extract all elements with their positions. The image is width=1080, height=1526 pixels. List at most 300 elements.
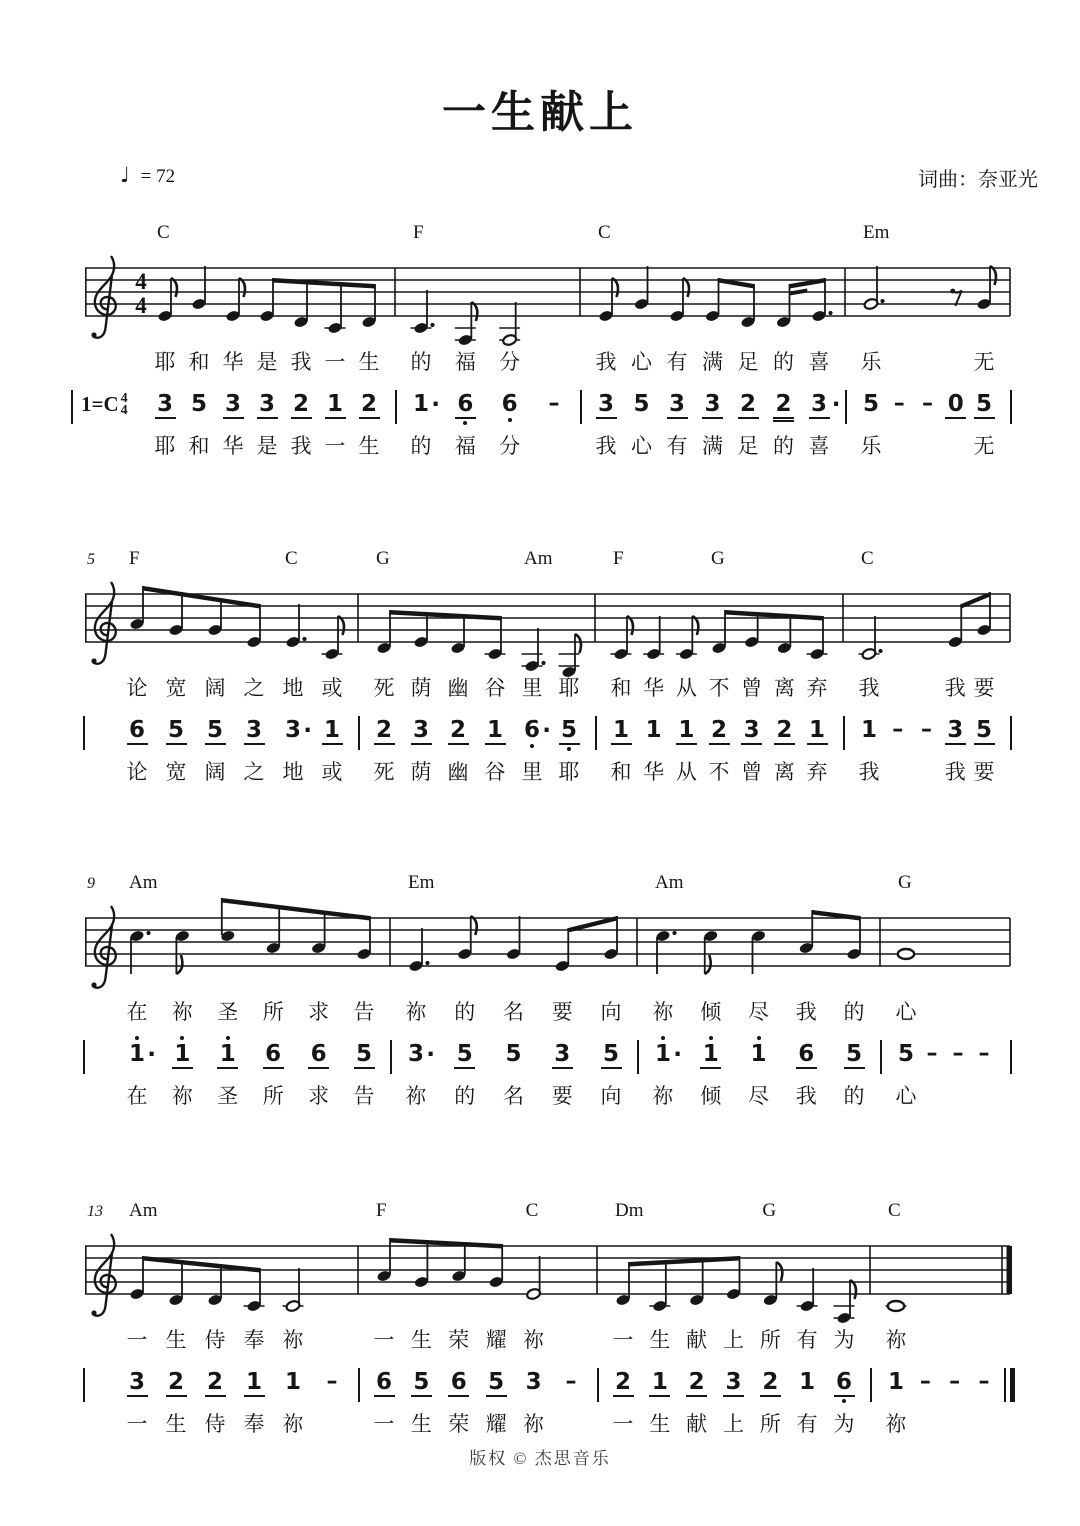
lyric-syllable[interactable]: 耶 bbox=[558, 676, 580, 700]
chord-label[interactable]: G bbox=[898, 872, 912, 893]
lyric-syllable[interactable]: 在 bbox=[126, 1000, 148, 1024]
lyric-syllable[interactable]: 死 bbox=[373, 760, 395, 784]
jianpu-note[interactable]: – bbox=[921, 717, 932, 742]
jianpu-note[interactable]: 3 bbox=[249, 384, 285, 427]
jianpu-note[interactable]: 5 bbox=[593, 1034, 629, 1077]
lyric-syllable[interactable]: 奉 bbox=[243, 1328, 265, 1352]
jianpu-barline[interactable] bbox=[83, 1368, 85, 1402]
key-signature: 1=C bbox=[81, 392, 119, 416]
lyric-syllable[interactable]: 祢 bbox=[885, 1412, 907, 1436]
lyric-syllable[interactable]: 满 bbox=[702, 434, 723, 458]
jianpu-note[interactable]: 2 bbox=[158, 1362, 194, 1405]
score-system[interactable] bbox=[85, 548, 1030, 798]
lyric-syllable[interactable]: 要 bbox=[973, 676, 995, 700]
jianpu-note[interactable]: 6 · bbox=[514, 710, 550, 750]
lyric-syllable[interactable]: 侍 bbox=[204, 1328, 226, 1352]
jianpu-note[interactable]: 1 bbox=[284, 1369, 301, 1395]
jianpu-note[interactable]: 1 bbox=[668, 710, 704, 753]
lyric-syllable[interactable]: 曾 bbox=[741, 760, 763, 784]
jianpu-note[interactable]: 3 bbox=[716, 1362, 752, 1405]
lyric-syllable[interactable]: 的 bbox=[454, 1084, 476, 1108]
jianpu-barline[interactable] bbox=[395, 390, 397, 424]
jianpu-barline[interactable] bbox=[71, 390, 73, 424]
jianpu-note[interactable]: 1 bbox=[477, 710, 513, 753]
lyric-syllable[interactable]: 耶 bbox=[154, 434, 176, 458]
lyric-syllable[interactable]: 幽 bbox=[447, 676, 469, 700]
lyric-syllable[interactable]: 我 bbox=[595, 350, 617, 374]
lyric-syllable[interactable]: 要 bbox=[973, 760, 995, 784]
lyric-syllable[interactable]: 分 bbox=[499, 434, 521, 458]
jianpu-barline[interactable] bbox=[880, 1040, 882, 1074]
lyric-syllable[interactable]: 我 bbox=[944, 760, 966, 784]
lyric-syllable[interactable]: 一 bbox=[373, 1412, 395, 1436]
jianpu-note[interactable]: 3 bbox=[695, 384, 731, 427]
lyric-syllable[interactable]: 为 bbox=[833, 1412, 855, 1436]
jianpu-note[interactable]: 3 · bbox=[284, 717, 312, 744]
lyric-syllable[interactable]: 华 bbox=[222, 434, 244, 458]
lyric-syllable[interactable]: 地 bbox=[282, 760, 304, 784]
jianpu-note[interactable]: 6 bbox=[301, 1034, 337, 1077]
jianpu-note[interactable]: 2 bbox=[440, 710, 476, 753]
lyric-syllable[interactable]: 幽 bbox=[447, 760, 469, 784]
lyric-syllable[interactable]: 的 bbox=[773, 434, 794, 458]
lyric-syllable[interactable]: 宽 bbox=[165, 760, 187, 784]
jianpu-note[interactable]: 1 bbox=[603, 710, 639, 753]
lyric-syllable[interactable]: 我 bbox=[290, 350, 312, 374]
lyric-syllable[interactable]: 有 bbox=[666, 350, 688, 374]
chord-label[interactable]: C bbox=[888, 1200, 901, 1221]
jianpu-note[interactable]: 2 bbox=[701, 710, 737, 753]
jianpu-barline[interactable] bbox=[390, 1040, 392, 1074]
lyric-syllable[interactable]: 我 bbox=[858, 760, 880, 784]
lyric-syllable[interactable]: 耀 bbox=[485, 1412, 507, 1436]
lyric-syllable[interactable]: 有 bbox=[666, 434, 688, 458]
jianpu-note[interactable]: 2 bbox=[351, 384, 387, 427]
lyric-syllable[interactable]: 我 bbox=[595, 434, 617, 458]
jianpu-barline[interactable] bbox=[597, 1368, 599, 1402]
lyric-syllable[interactable]: 倾 bbox=[700, 1000, 722, 1024]
time-signature-top: 4 bbox=[135, 269, 147, 294]
jianpu-note[interactable]: 3 bbox=[734, 710, 770, 753]
lyric-syllable[interactable]: 的 bbox=[410, 350, 432, 374]
lyric-syllable[interactable]: 耶 bbox=[154, 350, 176, 374]
jianpu-note[interactable]: 3 bbox=[236, 710, 272, 753]
jianpu-note[interactable]: 1 bbox=[164, 1034, 200, 1077]
staff-svg bbox=[85, 1226, 1025, 1352]
jianpu-note[interactable]: 1 bbox=[887, 1369, 904, 1395]
jianpu-final-barline[interactable] bbox=[1004, 1368, 1006, 1402]
jianpu-note[interactable]: – bbox=[922, 391, 933, 416]
jianpu-note[interactable]: 1 bbox=[799, 710, 835, 753]
lyric-syllable[interactable]: 荫 bbox=[410, 676, 432, 700]
lyric-syllable[interactable]: 华 bbox=[222, 350, 244, 374]
jianpu-note[interactable]: 0 bbox=[938, 384, 974, 427]
chord-label[interactable]: F bbox=[413, 222, 424, 243]
jianpu-note[interactable]: 6 bbox=[788, 1034, 824, 1077]
lyric-syllable[interactable]: 的 bbox=[843, 1000, 865, 1024]
lyric-syllable[interactable]: 祢 bbox=[523, 1328, 545, 1352]
jianpu-note[interactable]: – bbox=[978, 1369, 990, 1394]
lyric-syllable[interactable]: 生 bbox=[649, 1328, 671, 1352]
jianpu-note[interactable]: 1 bbox=[741, 1034, 777, 1074]
jianpu-note[interactable]: 5 bbox=[197, 710, 233, 753]
lyric-syllable[interactable]: 求 bbox=[308, 1084, 330, 1108]
lyric-syllable[interactable]: 生 bbox=[358, 350, 380, 374]
jianpu-note[interactable]: – bbox=[565, 1369, 577, 1394]
lyric-syllable[interactable]: 心 bbox=[895, 1000, 917, 1024]
lyric-syllable[interactable]: 荣 bbox=[448, 1412, 470, 1436]
lyric-syllable[interactable]: 要 bbox=[551, 1000, 573, 1024]
jianpu-note[interactable]: 3 bbox=[215, 384, 251, 427]
jianpu-note[interactable]: – bbox=[978, 1041, 990, 1066]
lyric-syllable[interactable]: 的 bbox=[454, 1000, 476, 1024]
jianpu-note[interactable]: 6 bbox=[119, 710, 155, 753]
lyric-syllable[interactable]: 祢 bbox=[282, 1328, 304, 1352]
lyric-syllable[interactable]: 乐 bbox=[860, 350, 882, 374]
lyric-syllable[interactable]: 离 bbox=[773, 676, 795, 700]
lyric-syllable[interactable]: 或 bbox=[321, 760, 343, 784]
lyric-syllable[interactable]: 福 bbox=[454, 434, 476, 458]
chord-label[interactable]: Am bbox=[129, 1200, 158, 1221]
chord-label[interactable]: Am bbox=[129, 872, 158, 893]
lyric-syllable[interactable]: 弃 bbox=[806, 676, 828, 700]
lyric-syllable[interactable]: 祢 bbox=[885, 1328, 907, 1352]
lyric-syllable[interactable]: 地 bbox=[282, 676, 304, 700]
lyric-syllable[interactable]: 和 bbox=[188, 350, 210, 374]
composer-credit: 词曲：奈亚光 bbox=[918, 169, 1038, 191]
lyric-syllable[interactable]: 我 bbox=[944, 676, 966, 700]
lyric-syllable[interactable]: 献 bbox=[686, 1328, 708, 1352]
jianpu-note[interactable]: 5 bbox=[478, 1362, 514, 1405]
lyric-syllable[interactable]: 阔 bbox=[204, 760, 226, 784]
chord-label[interactable]: Am bbox=[655, 872, 684, 893]
lyric-syllable[interactable]: 祢 bbox=[523, 1412, 545, 1436]
chord-label[interactable]: G bbox=[376, 548, 390, 569]
score-system[interactable] bbox=[81, 222, 1030, 472]
jianpu-barline[interactable] bbox=[845, 390, 847, 424]
lyric-syllable[interactable]: 死 bbox=[373, 676, 395, 700]
jianpu-note[interactable]: 1 bbox=[314, 710, 350, 753]
measure-number[interactable]: 13 bbox=[87, 1203, 103, 1220]
lyric-syllable[interactable]: 无 bbox=[973, 350, 995, 374]
jianpu-note[interactable]: 6 bbox=[255, 1034, 291, 1077]
lyric-syllable[interactable]: 祢 bbox=[405, 1084, 427, 1108]
lyric-syllable[interactable]: 所 bbox=[262, 1000, 284, 1024]
lyric-syllable[interactable]: 谷 bbox=[484, 676, 506, 700]
chord-label[interactable]: G bbox=[762, 1200, 777, 1221]
lyric-syllable[interactable]: 喜 bbox=[808, 434, 830, 458]
lyric-syllable[interactable]: 倾 bbox=[700, 1084, 722, 1108]
lyric-syllable[interactable]: 和 bbox=[610, 676, 632, 700]
jianpu-note[interactable]: 2 bbox=[366, 710, 402, 753]
lyric-syllable[interactable]: 上 bbox=[723, 1412, 744, 1436]
chord-label[interactable]: F bbox=[129, 548, 140, 569]
lyric-syllable[interactable]: 心 bbox=[895, 1084, 917, 1108]
lyric-syllable[interactable]: 耀 bbox=[485, 1328, 507, 1352]
jianpu-note[interactable]: 1 bbox=[799, 1369, 816, 1395]
lyric-syllable[interactable]: 和 bbox=[610, 760, 632, 784]
jianpu-note[interactable]: – bbox=[926, 1041, 938, 1066]
lyric-syllable[interactable]: 生 bbox=[649, 1412, 671, 1436]
lyric-syllable[interactable]: 名 bbox=[503, 1084, 524, 1108]
lyric-syllable[interactable]: 尽 bbox=[748, 1000, 769, 1024]
lyric-syllable[interactable]: 不 bbox=[708, 760, 730, 784]
jianpu-note[interactable]: 5 bbox=[190, 391, 207, 417]
jianpu-note[interactable]: 3 · bbox=[801, 384, 837, 427]
chord-label[interactable]: F bbox=[613, 548, 624, 569]
lyric-syllable[interactable]: 足 bbox=[737, 350, 759, 374]
chord-label[interactable]: C bbox=[285, 548, 298, 569]
lyric-syllable[interactable]: 一 bbox=[612, 1328, 634, 1352]
lyric-syllable[interactable]: 上 bbox=[723, 1328, 744, 1352]
jianpu-note[interactable]: 6 bbox=[492, 384, 528, 424]
lyric-syllable[interactable]: 奉 bbox=[243, 1412, 265, 1436]
lyric-syllable[interactable]: 我 bbox=[795, 1084, 817, 1108]
lyric-syllable[interactable]: 里 bbox=[521, 676, 543, 700]
jianpu-note[interactable]: 2 bbox=[766, 384, 802, 430]
jianpu-note[interactable]: 5 bbox=[836, 1034, 872, 1077]
lyric-syllable[interactable]: 的 bbox=[843, 1084, 865, 1108]
jianpu-note[interactable]: 3 bbox=[937, 710, 973, 753]
lyric-syllable[interactable]: 祢 bbox=[652, 1084, 674, 1108]
jianpu-note[interactable]: 5 bbox=[633, 391, 650, 417]
lyric-syllable[interactable]: 侍 bbox=[204, 1412, 226, 1436]
measure-number[interactable]: 5 bbox=[87, 551, 95, 568]
jianpu-barline[interactable] bbox=[595, 716, 597, 750]
lyric-syllable[interactable]: 生 bbox=[410, 1328, 432, 1352]
lyric-syllable[interactable]: 是 bbox=[256, 434, 278, 458]
jianpu-note[interactable]: – bbox=[548, 391, 560, 416]
lyric-syllable[interactable]: 圣 bbox=[217, 1084, 239, 1108]
jianpu-note[interactable]: – bbox=[952, 1041, 964, 1066]
jianpu-note[interactable]: 5 bbox=[966, 384, 1002, 427]
lyric-syllable[interactable]: 荫 bbox=[410, 760, 432, 784]
jianpu-barline[interactable] bbox=[83, 1040, 85, 1074]
lyric-syllable[interactable]: 心 bbox=[631, 350, 652, 374]
lyric-syllable[interactable]: 谷 bbox=[484, 760, 506, 784]
jianpu-note[interactable]: 1 bbox=[642, 1362, 678, 1405]
score-system[interactable] bbox=[85, 872, 1030, 1122]
lyric-syllable[interactable]: 的 bbox=[773, 350, 794, 374]
lyric-syllable[interactable]: 之 bbox=[243, 760, 265, 784]
lyric-syllable[interactable]: 从 bbox=[675, 676, 697, 700]
lyric-syllable[interactable]: 在 bbox=[126, 1084, 148, 1108]
jianpu-note[interactable]: 2 bbox=[283, 384, 319, 427]
chord-label[interactable]: Em bbox=[863, 222, 890, 243]
jianpu-barline[interactable] bbox=[637, 1040, 639, 1074]
lyric-syllable[interactable]: 献 bbox=[686, 1412, 708, 1436]
jianpu-note[interactable]: – bbox=[326, 1369, 338, 1394]
lyric-syllable[interactable]: 为 bbox=[833, 1328, 855, 1352]
jianpu-note[interactable]: 3 bbox=[659, 384, 695, 427]
page-title: 一生献上 bbox=[442, 88, 638, 137]
lyric-syllable[interactable]: 里 bbox=[521, 760, 543, 784]
lyric-syllable[interactable]: 有 bbox=[796, 1412, 818, 1436]
jianpu-note[interactable]: 5 bbox=[447, 1034, 483, 1077]
tempo-value: = 72 bbox=[140, 166, 176, 187]
jianpu-note[interactable]: 6 bbox=[447, 384, 483, 427]
lyric-syllable[interactable]: 福 bbox=[454, 350, 476, 374]
jianpu-note[interactable]: 1 bbox=[236, 1362, 272, 1405]
jianpu-note[interactable]: 5 bbox=[862, 391, 879, 417]
lyric-syllable[interactable]: 不 bbox=[708, 676, 730, 700]
lyric-syllable[interactable]: 一 bbox=[126, 1328, 148, 1352]
lyric-syllable[interactable]: 华 bbox=[643, 760, 665, 784]
lyric-syllable[interactable]: 无 bbox=[973, 434, 995, 458]
jianpu-note[interactable]: 3 bbox=[525, 1369, 542, 1395]
jianpu-barline[interactable] bbox=[870, 1368, 872, 1402]
jianpu-final-barline[interactable] bbox=[1010, 1368, 1015, 1402]
lyric-syllable[interactable]: 离 bbox=[773, 760, 795, 784]
jianpu-note[interactable]: 1 bbox=[645, 717, 662, 743]
jianpu-note[interactable]: 5 bbox=[897, 1041, 914, 1067]
lyric-syllable[interactable]: 所 bbox=[759, 1412, 781, 1436]
lyric-syllable[interactable]: 一 bbox=[324, 434, 346, 458]
lyric-syllable[interactable]: 曾 bbox=[741, 676, 763, 700]
lyric-syllable[interactable]: 祢 bbox=[405, 1000, 427, 1024]
lyric-syllable[interactable]: 要 bbox=[551, 1084, 573, 1108]
lyric-syllable[interactable]: 满 bbox=[702, 350, 723, 374]
lyric-syllable[interactable]: 向 bbox=[600, 1084, 622, 1108]
lyric-syllable[interactable]: 所 bbox=[759, 1328, 781, 1352]
lyric-syllable[interactable]: 祢 bbox=[652, 1000, 674, 1024]
jianpu-note[interactable]: 5 bbox=[505, 1041, 522, 1067]
lyric-syllable[interactable]: 和 bbox=[188, 434, 210, 458]
lyric-syllable[interactable]: 所 bbox=[262, 1084, 284, 1108]
lyric-syllable[interactable]: 一 bbox=[612, 1412, 634, 1436]
lyric-syllable[interactable]: 论 bbox=[126, 676, 148, 700]
jianpu-barline[interactable] bbox=[1010, 390, 1012, 424]
lyric-syllable[interactable]: 荣 bbox=[448, 1328, 470, 1352]
lyric-syllable[interactable]: 喜 bbox=[808, 350, 830, 374]
jianpu-note[interactable]: 1 · bbox=[119, 1034, 155, 1074]
jianpu-barline[interactable] bbox=[358, 1368, 360, 1402]
jianpu-note[interactable]: 6 bbox=[441, 1362, 477, 1405]
jianpu-note[interactable]: 1 bbox=[693, 1034, 729, 1077]
jianpu-note[interactable]: 3 bbox=[544, 1034, 580, 1077]
lyric-syllable[interactable]: 乐 bbox=[860, 434, 882, 458]
lyric-syllable[interactable]: 或 bbox=[321, 676, 343, 700]
lyric-syllable[interactable]: 告 bbox=[353, 1000, 375, 1024]
chord-label[interactable]: G bbox=[711, 548, 725, 569]
jianpu-note[interactable]: 3 bbox=[588, 384, 624, 427]
lyric-syllable[interactable]: 向 bbox=[600, 1000, 622, 1024]
lyric-syllable[interactable]: 是 bbox=[256, 350, 278, 374]
lyric-syllable[interactable]: 弃 bbox=[806, 760, 828, 784]
jianpu-note[interactable]: – bbox=[949, 1369, 961, 1394]
lyric-syllable[interactable]: 足 bbox=[737, 434, 759, 458]
lyric-syllable[interactable]: 论 bbox=[126, 760, 148, 784]
lyric-syllable[interactable]: 告 bbox=[353, 1084, 375, 1108]
jianpu-barline[interactable] bbox=[580, 390, 582, 424]
lyric-syllable[interactable]: 阔 bbox=[204, 676, 226, 700]
lyric-syllable[interactable]: 一 bbox=[324, 350, 346, 374]
jianpu-barline[interactable] bbox=[83, 716, 85, 750]
chord-label[interactable]: Am bbox=[524, 548, 553, 569]
jianpu-barline[interactable] bbox=[358, 716, 360, 750]
lyric-syllable[interactable]: 圣 bbox=[217, 1000, 239, 1024]
jianpu-note[interactable]: 1 · bbox=[645, 1034, 681, 1074]
lyric-syllable[interactable]: 宽 bbox=[165, 676, 187, 700]
lyric-syllable[interactable]: 分 bbox=[499, 350, 521, 374]
lyric-syllable[interactable]: 名 bbox=[503, 1000, 524, 1024]
chord-label[interactable]: Dm bbox=[615, 1200, 644, 1221]
jianpu-note[interactable]: 2 bbox=[730, 384, 766, 427]
jianpu-note[interactable]: 1 bbox=[860, 717, 877, 743]
jianpu-note[interactable]: – bbox=[919, 1369, 931, 1394]
lyric-syllable[interactable]: 华 bbox=[643, 676, 665, 700]
jianpu-note[interactable]: 5 bbox=[966, 710, 1002, 753]
jianpu-note[interactable]: 1 bbox=[317, 384, 353, 427]
lyric-syllable[interactable]: 尽 bbox=[748, 1084, 769, 1108]
jianpu-note[interactable]: 5 bbox=[158, 710, 194, 753]
lyric-syllable[interactable]: 从 bbox=[675, 760, 697, 784]
jianpu-note[interactable]: 2 bbox=[197, 1362, 233, 1405]
jianpu-note[interactable]: 1 · bbox=[412, 391, 440, 418]
staff-svg bbox=[85, 574, 1025, 700]
jianpu-note[interactable]: 5 bbox=[346, 1034, 382, 1077]
lyric-syllable[interactable]: 我 bbox=[290, 434, 312, 458]
jianpu-note[interactable]: 6 bbox=[826, 1362, 862, 1405]
lyric-syllable[interactable]: 我 bbox=[795, 1000, 817, 1024]
jianpu-note[interactable]: 6 bbox=[366, 1362, 402, 1405]
jianpu-note[interactable]: 3 · bbox=[407, 1041, 435, 1068]
jianpu-note[interactable]: 3 bbox=[147, 384, 183, 427]
chord-label[interactable]: C bbox=[525, 1200, 539, 1221]
lyric-syllable[interactable]: 心 bbox=[631, 434, 652, 458]
quarter-note-icon: ♩ bbox=[120, 163, 130, 187]
jianpu-note[interactable]: 2 bbox=[752, 1362, 788, 1405]
jianpu-barline[interactable] bbox=[1010, 716, 1012, 750]
lyric-syllable[interactable]: 有 bbox=[796, 1328, 818, 1352]
chord-label[interactable]: C bbox=[598, 222, 611, 243]
jianpu-note[interactable]: 2 bbox=[679, 1362, 715, 1405]
lyric-syllable[interactable]: 求 bbox=[308, 1000, 330, 1024]
lyric-syllable[interactable]: 耶 bbox=[558, 760, 580, 784]
lyric-syllable[interactable]: 我 bbox=[858, 676, 880, 700]
jianpu-note[interactable]: 1 bbox=[210, 1034, 246, 1077]
chord-label[interactable]: F bbox=[376, 1200, 387, 1221]
jianpu-note[interactable]: 3 bbox=[403, 710, 439, 753]
chord-label[interactable]: Em bbox=[408, 872, 435, 893]
jianpu-note[interactable]: – bbox=[893, 391, 905, 416]
lyric-syllable[interactable]: 生 bbox=[165, 1412, 187, 1436]
lyric-syllable[interactable]: 祢 bbox=[282, 1412, 304, 1436]
jianpu-note[interactable]: 2 bbox=[605, 1362, 641, 1405]
jianpu-barline[interactable] bbox=[1010, 1040, 1012, 1074]
jianpu-note[interactable]: – bbox=[892, 717, 904, 742]
jianpu-note[interactable]: 2 bbox=[766, 710, 802, 753]
lyric-syllable[interactable]: 生 bbox=[410, 1412, 432, 1436]
jianpu-note[interactable]: 3 bbox=[119, 1362, 155, 1405]
lyric-syllable[interactable]: 生 bbox=[165, 1328, 187, 1352]
lyric-syllable[interactable]: 一 bbox=[373, 1328, 395, 1352]
lyric-syllable[interactable]: 生 bbox=[358, 434, 380, 458]
lyric-syllable[interactable]: 一 bbox=[126, 1412, 148, 1436]
lyric-syllable[interactable]: 祢 bbox=[171, 1084, 193, 1108]
chord-label[interactable]: C bbox=[861, 548, 874, 569]
score-system[interactable] bbox=[85, 1200, 1030, 1450]
jianpu-key-time-signature[interactable] bbox=[81, 392, 128, 417]
lyric-syllable[interactable]: 祢 bbox=[171, 1000, 193, 1024]
measure-number[interactable]: 9 bbox=[87, 875, 95, 892]
jianpu-barline[interactable] bbox=[843, 716, 845, 750]
lyric-syllable[interactable]: 的 bbox=[410, 434, 432, 458]
jianpu-note[interactable]: 5 bbox=[551, 710, 587, 753]
chord-label[interactable]: C bbox=[157, 222, 170, 243]
jianpu-note[interactable]: 5 bbox=[403, 1362, 439, 1405]
lyric-syllable[interactable]: 之 bbox=[243, 676, 265, 700]
